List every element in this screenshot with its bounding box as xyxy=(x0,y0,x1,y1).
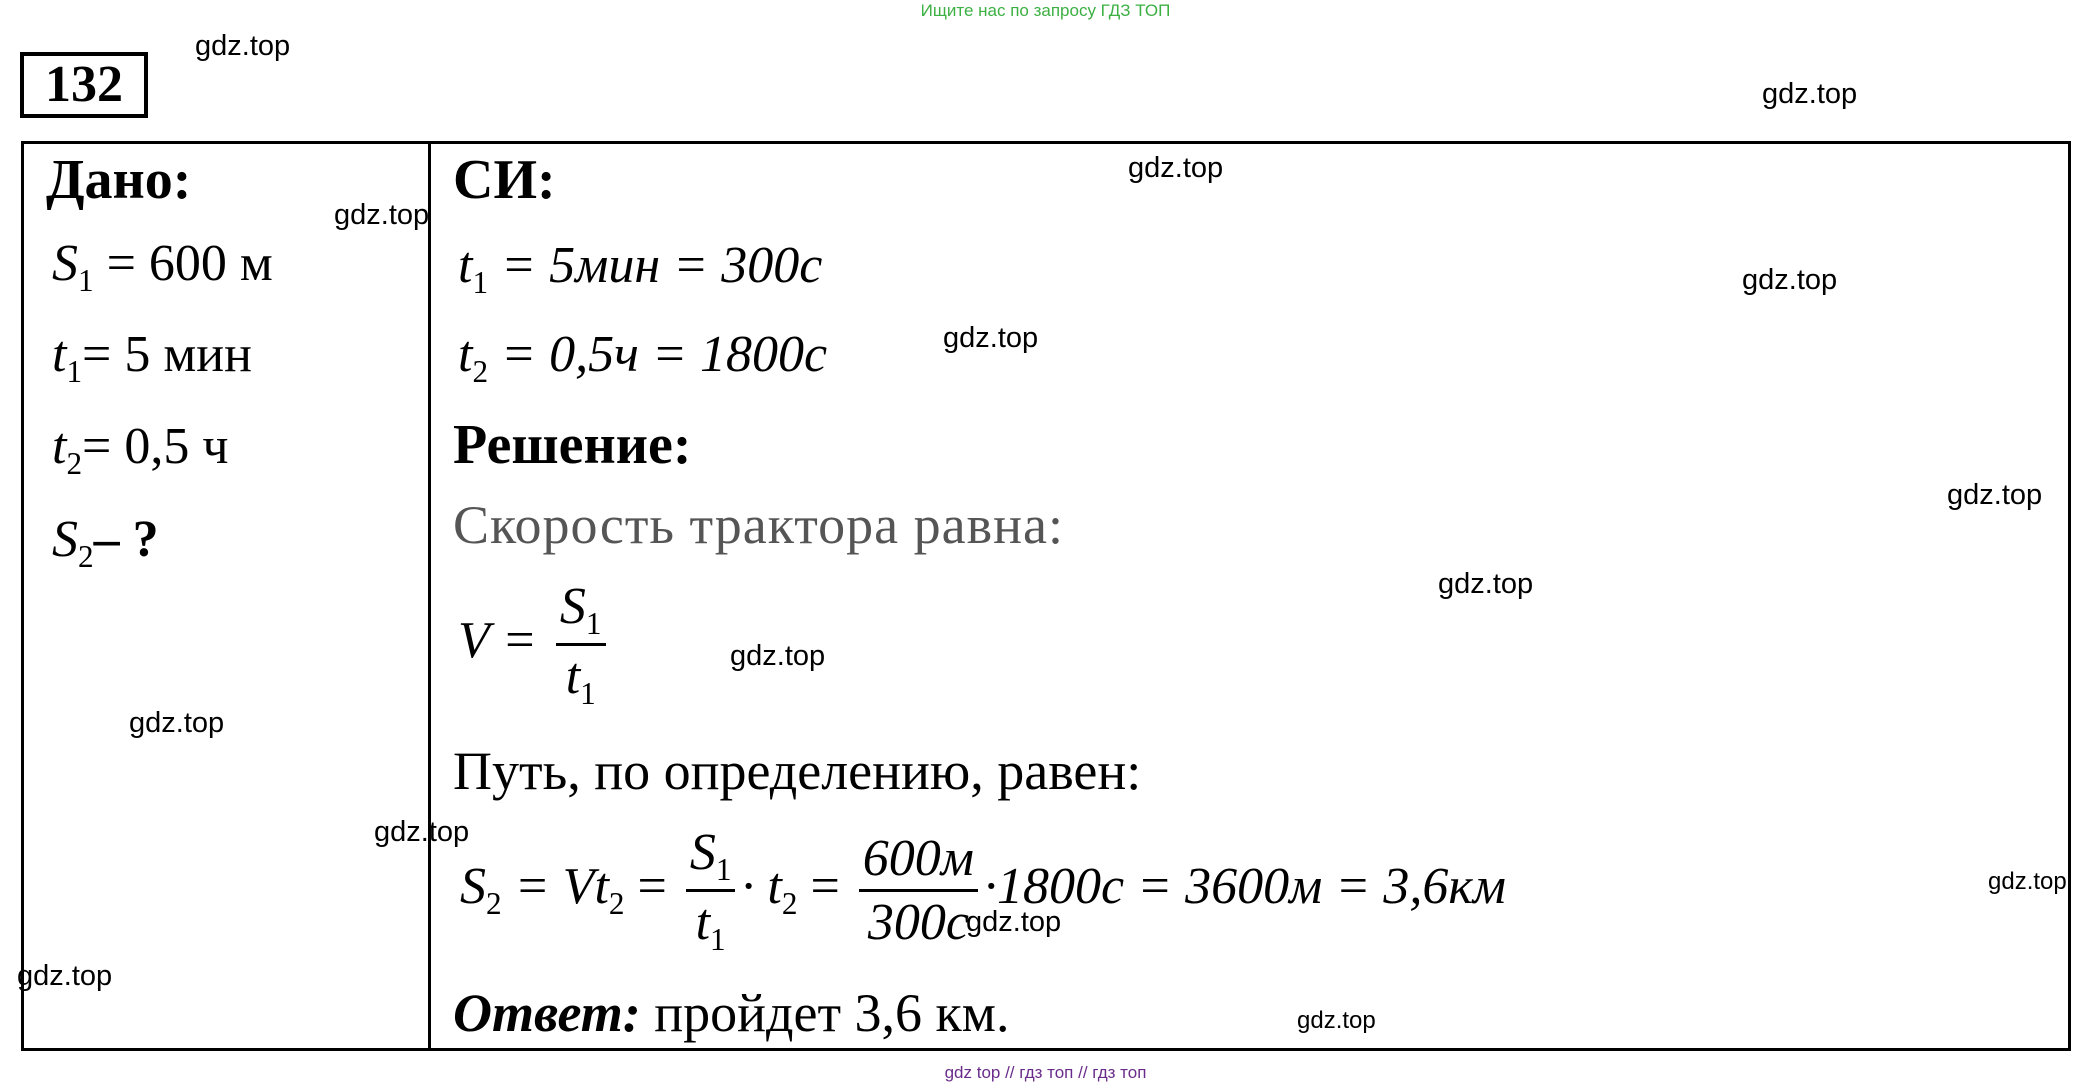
search-banner: Ищите нас по запросу ГДЗ ТОП xyxy=(920,1,1171,20)
pf-eq2: = xyxy=(624,858,667,916)
pf-s: S xyxy=(460,858,486,916)
pf-fraction-2 xyxy=(859,832,978,950)
pf-fraction-2-num: 600м xyxy=(859,832,978,892)
given-t1 xyxy=(52,325,252,390)
watermark: gdz.top xyxy=(17,960,113,992)
pf-eq1: = Vt xyxy=(501,858,609,916)
column-divider xyxy=(428,141,431,1051)
pf-f1-den-sub: 1 xyxy=(710,921,726,957)
given-s2-var: S xyxy=(52,511,78,568)
solution-title: Решение: xyxy=(453,414,692,476)
pf-fraction-1 xyxy=(686,826,736,956)
speed-text: Скорость трактора равна: xyxy=(453,495,1064,555)
given-title: Дано: xyxy=(46,149,192,211)
given-s1-value: = 600 м xyxy=(93,235,273,292)
problem-number: 132 xyxy=(20,52,148,118)
watermark: gdz.top xyxy=(129,707,225,739)
given-t1-var: t xyxy=(52,326,67,383)
speed-lhs: V = xyxy=(458,612,537,670)
given-t2-sub: 2 xyxy=(66,445,83,481)
given-s2-question: – ? xyxy=(93,511,159,568)
given-s2-sub: 2 xyxy=(78,538,94,574)
watermark: gdz.top xyxy=(730,640,826,672)
given-s1-sub: 1 xyxy=(78,262,94,298)
watermark: gdz.top xyxy=(374,816,470,848)
answer-line xyxy=(453,982,1009,1044)
watermark: gdz.top xyxy=(1742,264,1838,296)
si-l2-sub: 2 xyxy=(472,353,489,389)
speed-fraction-den xyxy=(562,646,600,711)
si-l1-value: = 5мин = 300с xyxy=(488,237,823,294)
si-l1-sub: 1 xyxy=(472,264,489,300)
si-line-1 xyxy=(458,236,822,301)
given-t2-var: t xyxy=(52,418,67,475)
pf-s-sub: 2 xyxy=(486,886,502,921)
watermark: gdz.top xyxy=(943,322,1039,354)
pf-f1-num-sub: 1 xyxy=(715,851,732,887)
watermark: gdz.top xyxy=(1988,868,2067,895)
answer-label: Ответ: xyxy=(453,983,641,1043)
given-t1-sub: 1 xyxy=(66,353,83,389)
si-l2-var: t xyxy=(458,326,473,383)
pf-mid-sub: 2 xyxy=(781,886,798,921)
watermark: gdz.top xyxy=(334,199,430,231)
pf-f1-den-var: t xyxy=(695,893,711,951)
si-line-2 xyxy=(458,325,827,390)
si-l2-value: = 0,5ч = 1800с xyxy=(488,326,828,383)
pf-fraction-2-den: 300с xyxy=(867,893,969,951)
watermark: gdz.top xyxy=(966,906,1062,938)
footer-links: gdz top // гдз топ // гдз топ xyxy=(944,1063,1147,1082)
watermark: gdz.top xyxy=(1297,1007,1376,1034)
given-t1-value: = 5 мин xyxy=(82,326,252,383)
watermark: gdz.top xyxy=(1947,479,2043,511)
pf-tail: ·1800с = 3600м = 3,6км xyxy=(983,858,1506,916)
speed-fraction xyxy=(556,580,606,710)
pf-fraction-1-num xyxy=(686,826,736,892)
watermark: gdz.top xyxy=(1762,78,1858,110)
path-text: Путь, по определению, равен: xyxy=(453,741,1142,801)
pf-mid: · t xyxy=(741,858,782,916)
given-s1 xyxy=(52,234,273,299)
si-l1-var: t xyxy=(458,237,473,294)
watermark: gdz.top xyxy=(1438,568,1534,600)
speed-num-sub: 1 xyxy=(585,605,602,641)
pf-fraction-1-den xyxy=(692,892,730,957)
speed-formula xyxy=(458,580,612,710)
watermark: gdz.top xyxy=(1128,152,1224,184)
watermark: gdz.top xyxy=(195,30,291,62)
pf-f1-num-var: S xyxy=(689,824,716,881)
given-s1-var: S xyxy=(52,235,78,292)
given-s2 xyxy=(52,510,159,575)
speed-num-var: S xyxy=(559,578,586,635)
speed-den-var: t xyxy=(565,647,581,705)
pf-eq3: = xyxy=(797,858,840,916)
speed-den-sub: 1 xyxy=(580,675,596,711)
given-t2-value: = 0,5 ч xyxy=(82,418,229,475)
pf-eq1-sub: 2 xyxy=(608,886,625,921)
given-t2 xyxy=(52,417,229,482)
si-title: СИ: xyxy=(453,149,556,211)
answer-text: пройдет 3,6 км. xyxy=(640,983,1010,1043)
speed-fraction-num xyxy=(556,580,606,646)
